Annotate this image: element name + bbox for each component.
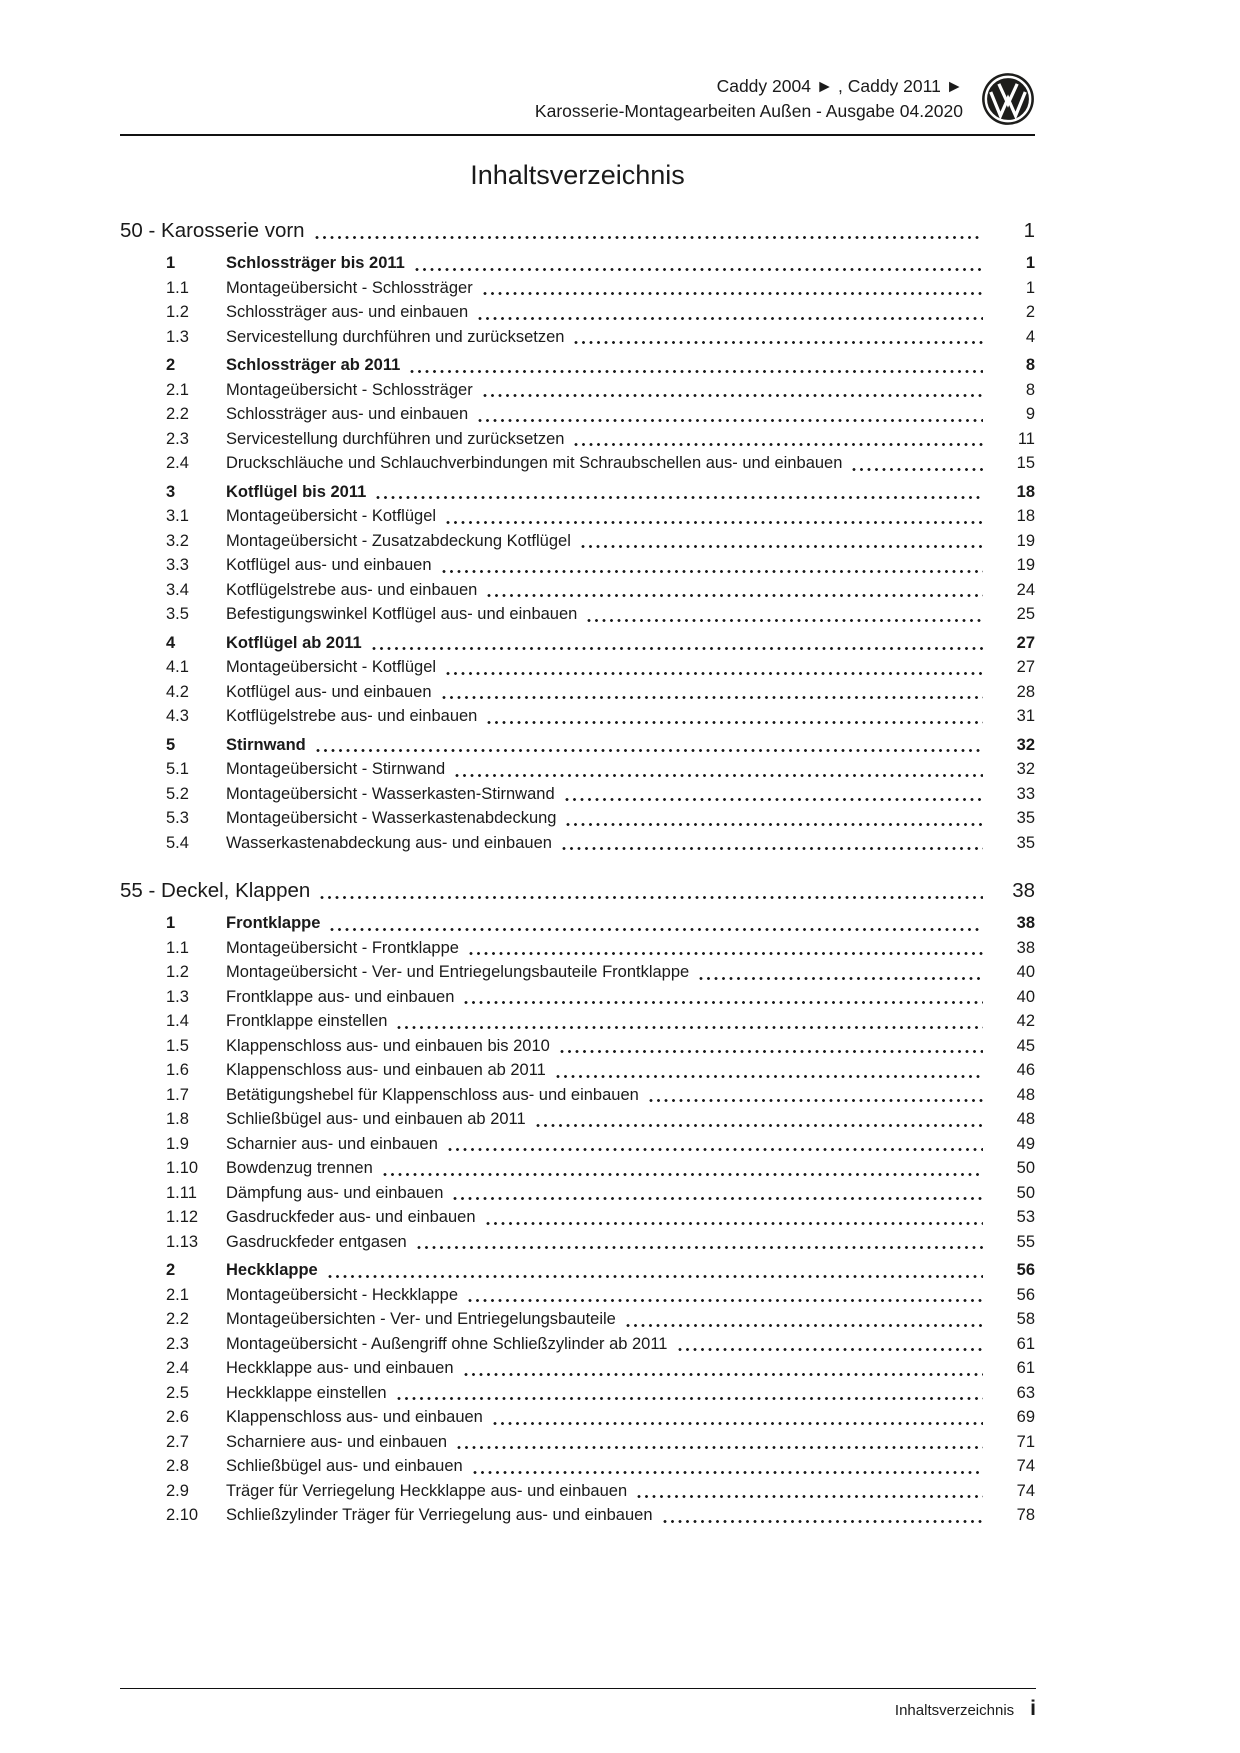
entry-number: 2: [166, 356, 176, 374]
entry-title: Dämpfung aus- und einbauen: [226, 1183, 444, 1202]
toc-entry-row: [166, 1181, 1035, 1206]
dot-leader: [852, 467, 983, 472]
dot-leader: [397, 1025, 983, 1030]
dot-leader: [328, 1274, 983, 1279]
entry-number: 3.1: [166, 507, 189, 525]
entry-title: Servicestellung durchführen und zurücksetzen: [226, 327, 565, 346]
entry-number: 4.2: [166, 682, 189, 701]
entry-number: 2.7: [166, 1432, 189, 1451]
entry-number: 2.2: [166, 405, 189, 423]
dot-leader: [417, 1245, 983, 1250]
entry-page-number: 69: [1016, 1408, 1035, 1426]
entry-title: Wasserkastenabdeckung aus- und einbauen: [226, 833, 552, 852]
entry-number: 1.12: [166, 1208, 199, 1226]
toc-entry-row: [166, 325, 1035, 350]
toc-entry-row: [166, 936, 1035, 961]
entry-page-number: 24: [1016, 580, 1035, 599]
entry-title: Klappenschloss aus- und einbauen bis 2010: [226, 1036, 550, 1055]
dot-leader: [483, 393, 983, 398]
entry-page-number: 18: [1016, 482, 1035, 501]
entry-number: 1.1: [166, 278, 189, 297]
entry-number: 1.6: [166, 1061, 189, 1079]
toc-entry-row: [166, 1454, 1035, 1479]
entry-page-number: 32: [1016, 735, 1035, 754]
entry-number: 1.3: [166, 987, 189, 1006]
entry-page-number: 15: [1016, 454, 1035, 472]
entry-title: Montageübersicht - Heckklappe: [226, 1285, 459, 1304]
entry-title: Klappenschloss aus- und einbauen: [226, 1408, 483, 1426]
toc-entry-row: [166, 427, 1035, 452]
dot-leader: [464, 1372, 984, 1377]
table-of-contents: [120, 217, 1035, 1528]
toc-entry-row: [166, 1283, 1035, 1308]
entry-title: Frontklappe einstellen: [226, 1012, 388, 1030]
toc-entry-row: [166, 578, 1035, 603]
entry-page-number: 40: [1016, 963, 1035, 981]
dot-leader: [478, 418, 983, 423]
entry-page-number: 58: [1016, 1310, 1035, 1328]
entry-page-number: 2: [1025, 303, 1035, 321]
entry-number: 1.8: [166, 1110, 189, 1128]
entry-page-number: 9: [1025, 405, 1035, 423]
dot-leader: [415, 267, 983, 272]
entry-title: Kotflügelstrebe aus- und einbauen: [226, 707, 478, 725]
entry-page-number: 50: [1016, 1183, 1035, 1202]
entry-title: Kotflügel aus- und einbauen: [226, 556, 432, 574]
entry-page-number: 35: [1016, 833, 1035, 852]
entry-number: 2.4: [166, 1359, 189, 1377]
dot-leader: [455, 773, 983, 778]
toc-entry-row: [166, 631, 1035, 656]
toc-entry-row: [166, 806, 1035, 831]
dot-leader: [574, 340, 983, 345]
toc-entry-row: [166, 378, 1035, 403]
dot-leader: [487, 720, 983, 725]
entry-title: Montageübersicht - Kotflügel: [226, 507, 437, 525]
entry-number: 2.6: [166, 1408, 189, 1426]
entry-page-number: 8: [1025, 380, 1035, 399]
entry-title: Schlossträger ab 2011: [226, 356, 401, 374]
entry-number: 2.10: [166, 1506, 199, 1524]
entry-title: Schlossträger bis 2011: [226, 254, 405, 272]
entry-number: 5.3: [166, 809, 189, 827]
entry-page-number: 71: [1016, 1432, 1035, 1451]
toc-chapter-row: [120, 217, 1035, 244]
vw-logo-icon: [981, 72, 1035, 126]
entry-page-number: 61: [1016, 1334, 1035, 1353]
entry-number: 4.1: [166, 658, 189, 676]
toc-entry-row: [166, 831, 1035, 856]
entry-page-number: 74: [1016, 1481, 1035, 1500]
entry-page-number: 18: [1016, 507, 1035, 525]
toc-entry-row: [166, 757, 1035, 782]
entry-page-number: 38: [1016, 938, 1035, 957]
toc-entry-row: [166, 1230, 1035, 1255]
entry-title: Heckklappe: [226, 1261, 318, 1279]
entry-page-number: 56: [1016, 1285, 1035, 1304]
entry-number: 2.9: [166, 1481, 189, 1500]
toc-entry-row: [166, 602, 1035, 627]
entry-number: 1: [166, 914, 176, 932]
toc-entry-row: [166, 1156, 1035, 1181]
dot-leader: [442, 569, 984, 574]
toc-entry-row: [166, 1258, 1035, 1283]
toc-entry-row: [166, 402, 1035, 427]
entry-page-number: 31: [1016, 707, 1035, 725]
entry-number: 2.1: [166, 380, 189, 399]
entry-page-number: 42: [1016, 1012, 1035, 1030]
header-text: [535, 74, 963, 124]
entry-page-number: 40: [1016, 987, 1035, 1006]
entry-page-number: 61: [1016, 1359, 1035, 1377]
dot-leader: [473, 1470, 983, 1475]
entry-title: Schlossträger aus- und einbauen: [226, 303, 469, 321]
entry-title: Scharnier aus- und einbauen: [226, 1134, 438, 1153]
toc-entry-row: [166, 655, 1035, 680]
toc-entry-row: [166, 1381, 1035, 1406]
toc-entry-row: [166, 1405, 1035, 1430]
entry-title: Betätigungshebel für Klappenschloss aus- und einbauen: [226, 1085, 639, 1104]
page-title: Inhaltsverzeichnis: [470, 160, 685, 190]
dot-leader: [560, 1049, 983, 1054]
entry-page-number: 35: [1016, 809, 1035, 827]
entry-page-number: 1: [1025, 278, 1035, 297]
toc-entry-row: [166, 704, 1035, 729]
entry-number: 1.2: [166, 303, 189, 321]
dot-leader: [330, 927, 983, 932]
entry-title: Montageübersicht - Wasserkasten-Stirnwand: [226, 784, 555, 803]
dot-leader: [486, 1221, 984, 1226]
footer-rule: [120, 1688, 1036, 1689]
entry-page-number: 32: [1016, 760, 1035, 778]
entry-page-number: 28: [1016, 682, 1035, 701]
dot-leader: [493, 1421, 983, 1426]
footer-page-number: i: [1030, 1697, 1036, 1720]
entry-number: 3: [166, 482, 176, 501]
toc-entry-row: [166, 1332, 1035, 1357]
entry-title: Montageübersicht - Schlossträger: [226, 278, 473, 297]
entry-number: 2.3: [166, 1334, 189, 1353]
entry-page-number: 27: [1016, 633, 1035, 652]
entry-page-number: 48: [1016, 1110, 1035, 1128]
toc-entry-row: [166, 733, 1035, 758]
entry-page-number: 45: [1016, 1036, 1035, 1055]
toc-chapter-entries: [120, 251, 1035, 855]
footer-label: Inhaltsverzeichnis: [894, 1702, 1015, 1719]
entry-page-number: 33: [1016, 784, 1035, 803]
entry-page-number: 27: [1016, 658, 1035, 676]
entry-number: 5.2: [166, 784, 189, 803]
entry-title: Montageübersicht - Frontklappe: [226, 938, 459, 957]
dot-leader: [556, 1074, 983, 1079]
dot-leader: [372, 646, 983, 651]
entry-title: Montageübersicht - Stirnwand: [226, 760, 446, 778]
entry-title: Stirnwand: [226, 735, 306, 754]
entry-page-number: 55: [1016, 1232, 1035, 1251]
toc-entry-row: [166, 529, 1035, 554]
entry-page-number: 46: [1016, 1061, 1035, 1079]
dot-leader: [565, 797, 983, 802]
dot-leader: [483, 291, 983, 296]
entry-title: Druckschläuche und Schlauchverbindungen mit Schraubschellen aus- und einbauen: [226, 454, 843, 472]
toc-entry-row: [166, 553, 1035, 578]
entry-number: 1.2: [166, 963, 189, 981]
dot-leader: [581, 544, 983, 549]
entry-title: Montageübersicht - Ver- und Entriegelungsbauteile Frontklappe: [226, 963, 690, 981]
dot-leader: [699, 976, 983, 981]
entry-title: Kotflügel ab 2011: [226, 633, 362, 652]
entry-title: Montageübersichten - Ver- und Entriegelungsbauteile: [226, 1310, 616, 1328]
entry-title: Klappenschloss aus- und einbauen ab 2011: [226, 1061, 546, 1079]
entry-page-number: 1: [1025, 254, 1035, 272]
toc-entry-row: [166, 1058, 1035, 1083]
toc-entry-row: [166, 1083, 1035, 1108]
entry-number: 1.10: [166, 1159, 199, 1177]
entry-number: 2.1: [166, 1285, 189, 1304]
dot-leader: [536, 1123, 983, 1128]
dot-leader: [562, 846, 983, 851]
entry-number: 2.5: [166, 1383, 189, 1402]
entry-page-number: 48: [1016, 1085, 1035, 1104]
dot-leader: [637, 1494, 983, 1499]
entry-title: Bowdenzug trennen: [226, 1159, 373, 1177]
entry-number: 2.8: [166, 1457, 189, 1475]
toc-chapter-row: [120, 877, 1035, 904]
dot-leader: [383, 1172, 983, 1177]
entry-title: Heckklappe aus- und einbauen: [226, 1359, 454, 1377]
dot-leader: [566, 822, 983, 827]
toc-entry-row: [166, 1034, 1035, 1059]
entry-number: 4.3: [166, 707, 189, 725]
entry-page-number: 63: [1016, 1383, 1035, 1402]
entry-title: Servicestellung durchführen und zurücksetzen: [226, 429, 565, 448]
entry-title: Schließbügel aus- und einbauen: [226, 1457, 463, 1475]
entry-title: Frontklappe: [226, 914, 321, 932]
page-header: [120, 72, 1035, 126]
toc-entry-row: [166, 1132, 1035, 1157]
dot-leader: [448, 1147, 983, 1152]
entry-title: Befestigungswinkel Kotflügel aus- und einbauen: [226, 605, 578, 623]
entry-title: Schlossträger aus- und einbauen: [226, 405, 469, 423]
chapter-label: 50 - Karosserie vorn: [120, 219, 305, 242]
toc-entry-row: [166, 353, 1035, 378]
entry-title: Kotflügelstrebe aus- und einbauen: [226, 580, 478, 599]
entry-page-number: 50: [1016, 1159, 1035, 1177]
entry-title: Montageübersicht - Schlossträger: [226, 380, 473, 399]
entry-title: Kotflügel bis 2011: [226, 482, 367, 501]
dot-leader: [397, 1396, 983, 1401]
entry-title: Montageübersicht - Zusatzabdeckung Kotflügel: [226, 531, 571, 550]
entry-number: 3.3: [166, 556, 189, 574]
entry-title: Schließzylinder Träger für Verriegelung aus- und einbauen: [226, 1506, 653, 1524]
entry-page-number: 8: [1025, 356, 1035, 374]
toc-entry-row: [166, 451, 1035, 476]
entry-title: Träger für Verriegelung Heckklappe aus- und einbauen: [226, 1481, 628, 1500]
dot-leader: [487, 593, 983, 598]
entry-title: Gasdruckfeder entgasen: [226, 1232, 407, 1251]
entry-number: 5: [166, 735, 176, 754]
toc-entry-row: [166, 276, 1035, 301]
entry-title: Montageübersicht - Kotflügel: [226, 658, 437, 676]
dot-leader: [446, 520, 983, 525]
entry-title: Kotflügel aus- und einbauen: [226, 682, 432, 701]
entry-page-number: 4: [1025, 327, 1035, 346]
entry-number: 2.2: [166, 1310, 189, 1328]
toc-entry-row: [166, 1009, 1035, 1034]
toc-entry-row: [166, 1307, 1035, 1332]
toc-chapter-entries: [120, 911, 1035, 1528]
toc-entry-row: [166, 1356, 1035, 1381]
entry-page-number: 25: [1016, 605, 1035, 623]
entry-page-number: 56: [1016, 1261, 1035, 1279]
entry-number: 1.1: [166, 938, 189, 957]
dot-leader: [587, 618, 983, 623]
entry-number: 1.13: [166, 1232, 199, 1251]
entry-number: 5.1: [166, 760, 189, 778]
dot-leader: [446, 671, 983, 676]
toc-entry-row: [166, 1503, 1035, 1528]
toc-entry-row: [166, 300, 1035, 325]
toc-entry-row: [166, 480, 1035, 505]
toc-entry-row: [166, 1479, 1035, 1504]
entry-title: Scharniere aus- und einbauen: [226, 1432, 448, 1451]
entry-number: 2.4: [166, 454, 189, 472]
entry-number: 1.9: [166, 1134, 189, 1153]
entry-title: Gasdruckfeder aus- und einbauen: [226, 1208, 476, 1226]
entry-number: 1.5: [166, 1036, 189, 1055]
toc-entry-row: [166, 782, 1035, 807]
dot-leader: [320, 895, 983, 900]
entry-page-number: 74: [1016, 1457, 1035, 1475]
toc-entry-row: [166, 1205, 1035, 1230]
dot-leader: [457, 1445, 983, 1450]
entry-title: Heckklappe einstellen: [226, 1383, 387, 1402]
dot-leader: [464, 1000, 983, 1005]
entry-number: 4: [166, 633, 176, 652]
entry-number: 1.7: [166, 1085, 189, 1104]
entry-page-number: 49: [1016, 1134, 1035, 1153]
page-footer: [120, 1688, 1036, 1721]
entry-number: 2: [166, 1261, 176, 1279]
dot-leader: [315, 235, 983, 240]
header-rule: [120, 134, 1035, 136]
toc-entry-row: [166, 911, 1035, 936]
entry-page-number: 53: [1016, 1208, 1035, 1226]
entry-number: 1: [166, 254, 176, 272]
dot-leader: [410, 369, 983, 374]
toc-entry-row: [166, 960, 1035, 985]
chapter-label: 55 - Deckel, Klappen: [120, 879, 311, 902]
entry-title: Montageübersicht - Außengriff ohne Schließzylinder ab 2011: [226, 1334, 668, 1353]
dot-leader: [376, 495, 983, 500]
dot-leader: [649, 1098, 983, 1103]
toc-entry-row: [166, 680, 1035, 705]
dot-leader: [678, 1347, 984, 1352]
toc-entry-row: [166, 985, 1035, 1010]
entry-page-number: 38: [1016, 914, 1035, 932]
dot-leader: [478, 316, 983, 321]
entry-number: 3.4: [166, 580, 189, 599]
entry-number: 1.3: [166, 327, 189, 346]
entry-number: 3.5: [166, 605, 189, 623]
header-doc-title-line: Karosserie-Montagearbeiten Außen - Ausgabe 04.2020: [534, 101, 963, 121]
entry-page-number: 78: [1016, 1506, 1035, 1524]
dot-leader: [663, 1519, 983, 1524]
entry-title: Frontklappe aus- und einbauen: [226, 987, 455, 1006]
footer-line: [120, 1697, 1036, 1721]
entry-title: Montageübersicht - Wasserkastenabdeckung: [226, 809, 557, 827]
entry-title: Schließbügel aus- und einbauen ab 2011: [226, 1110, 526, 1128]
entry-page-number: 19: [1016, 531, 1035, 550]
entry-number: 1.11: [166, 1183, 197, 1202]
entry-number: 5.4: [166, 833, 189, 852]
dot-leader: [469, 951, 983, 956]
dot-leader: [626, 1323, 983, 1328]
entry-page-number: 11: [1017, 429, 1035, 448]
chapter-page-number: 1: [1023, 219, 1035, 242]
dot-leader: [442, 695, 984, 700]
toc-entry-row: [166, 251, 1035, 276]
entry-number: 3.2: [166, 531, 189, 550]
toc-entry-row: [166, 1430, 1035, 1455]
entry-number: 1.4: [166, 1012, 189, 1030]
chapter-page-number: 38: [1012, 879, 1035, 902]
header-model-line: Caddy 2004 ► , Caddy 2011 ►: [716, 76, 963, 96]
dot-leader: [316, 748, 983, 753]
dot-leader: [468, 1298, 983, 1303]
dot-leader: [574, 442, 983, 447]
toc-entry-row: [166, 504, 1035, 529]
dot-leader: [453, 1196, 983, 1201]
entry-page-number: 19: [1016, 556, 1035, 574]
entry-number: 2.3: [166, 429, 189, 448]
toc-entry-row: [166, 1107, 1035, 1132]
